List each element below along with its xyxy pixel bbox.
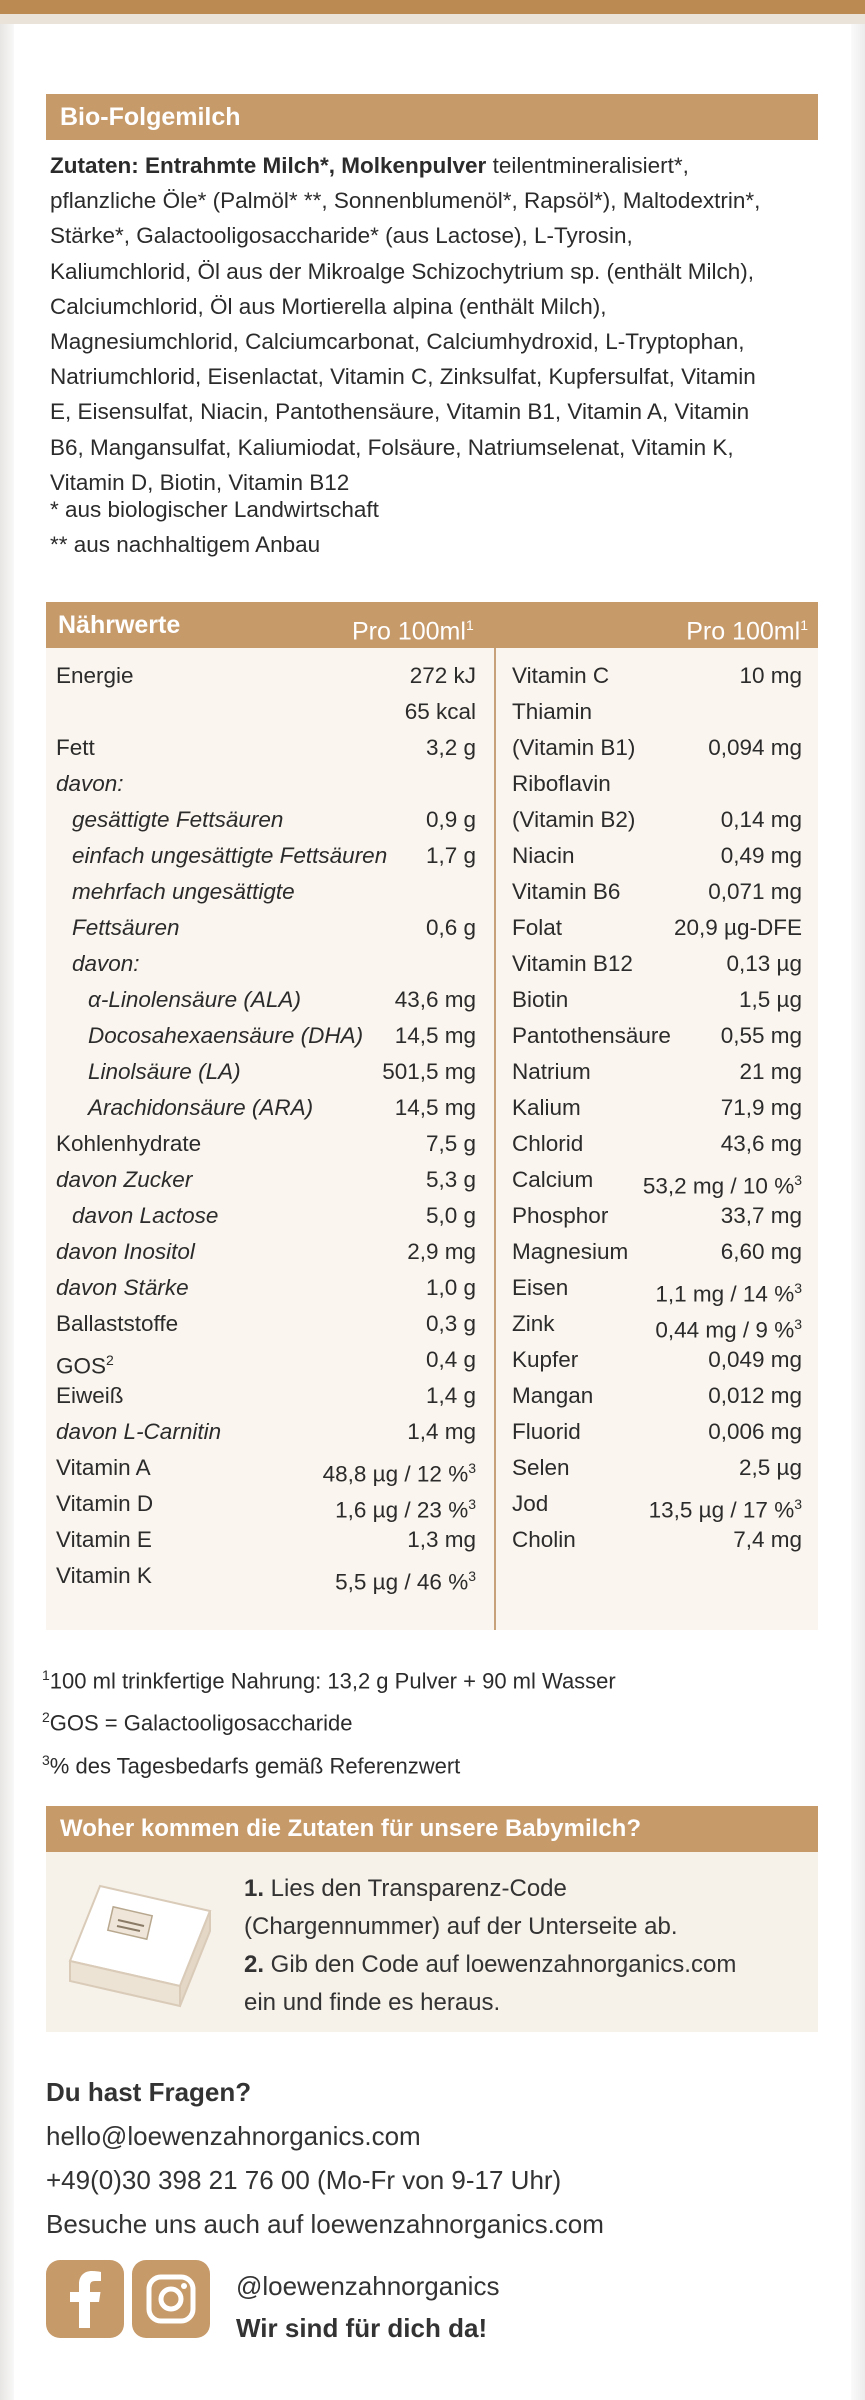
nutrient-label: Vitamin A bbox=[56, 1455, 151, 1480]
nutrient-label: davon: bbox=[56, 771, 124, 796]
top-divider bbox=[0, 14, 865, 24]
social-handle[interactable]: @loewenzahnorganics bbox=[236, 2271, 500, 2301]
nutrition-row bbox=[512, 766, 802, 802]
ingredients-line: Vitamin D, Biotin, Vitamin B12 bbox=[50, 469, 350, 495]
nutrient-label: Natrium bbox=[512, 1059, 591, 1084]
nutrient-label: Folat bbox=[512, 915, 563, 940]
nutrient-label: davon L-Carnitin bbox=[56, 1419, 222, 1444]
nutrition-row bbox=[56, 1522, 476, 1558]
nutrient-value: 0,55 mg bbox=[720, 1023, 802, 1048]
nutrition-row bbox=[512, 1306, 802, 1342]
nutrient-value: 0,071 mg bbox=[708, 879, 802, 904]
nutrition-row bbox=[56, 1414, 476, 1450]
nutrient-value: 6,60 mg bbox=[720, 1239, 802, 1264]
nutrient-label: Fettsäuren bbox=[72, 915, 180, 940]
nutrition-row bbox=[56, 874, 476, 910]
nutrient-value: 5,3 g bbox=[425, 1167, 476, 1192]
nutrition-row bbox=[56, 910, 476, 946]
nutrient-value: 53,2 mg / 10 %$^3$ bbox=[642, 1172, 802, 1199]
nutrient-value: 1,7 g bbox=[425, 843, 476, 868]
nutrition-row bbox=[512, 874, 802, 910]
ingredients-lead: Zutaten: Entrahmte Milch*, Molkenpulver bbox=[50, 153, 487, 178]
nutrient-value: 7,4 mg bbox=[733, 1527, 802, 1552]
nutrient-value: 0,9 g bbox=[425, 807, 476, 832]
nutrition-row bbox=[56, 1486, 476, 1522]
nutrient-label: (Vitamin B2) bbox=[512, 807, 636, 832]
nutrition-row bbox=[56, 1270, 476, 1306]
contact-email[interactable]: hello@loewenzahnorganics.com bbox=[46, 2121, 421, 2151]
nutrition-row bbox=[512, 1234, 802, 1270]
footnote-3: $^3$% des Tagesbedarfs gemäß Referenzwert bbox=[42, 1751, 461, 1778]
nutrient-label: Vitamin C bbox=[512, 663, 610, 688]
nutrient-label: einfach ungesättigte Fettsäuren bbox=[72, 843, 388, 868]
nutrient-label: Eisen bbox=[512, 1275, 569, 1300]
nutrient-label: Phosphor bbox=[512, 1203, 609, 1228]
box-illustration bbox=[60, 1866, 240, 2016]
contact-section bbox=[46, 2070, 604, 2246]
tagline: Wir sind für dich da! bbox=[236, 2313, 488, 2343]
nutrition-row bbox=[512, 1378, 802, 1414]
nutrient-label: Kupfer bbox=[512, 1347, 579, 1372]
nutrient-label: Biotin bbox=[512, 987, 569, 1012]
nutrient-label: GOS$^2$ bbox=[56, 1352, 114, 1379]
nutrition-row bbox=[512, 982, 802, 1018]
nutrient-label: gesättigte Fettsäuren bbox=[72, 807, 284, 832]
nutrient-label: Ballaststoffe bbox=[56, 1311, 179, 1336]
nutrient-label: Niacin bbox=[512, 843, 575, 868]
nutrient-value: 1,0 g bbox=[425, 1275, 476, 1300]
nutrient-value: 1,4 mg bbox=[407, 1419, 476, 1444]
nutrition-row bbox=[512, 1018, 802, 1054]
nutrient-label: Zink bbox=[512, 1311, 555, 1336]
nutrient-value: 0,006 mg bbox=[708, 1419, 802, 1444]
ingredients-text bbox=[50, 148, 820, 500]
nutrient-label: Chlorid bbox=[512, 1131, 584, 1156]
nutrition-row bbox=[56, 1018, 476, 1054]
per-100ml-left: Pro $100ml^1$ bbox=[352, 617, 474, 646]
nutrition-row bbox=[512, 1522, 802, 1558]
nutrient-value: 0,012 mg bbox=[708, 1383, 802, 1408]
nutrition-row bbox=[512, 1414, 802, 1450]
origin-section bbox=[46, 1806, 818, 2032]
nutrient-value: 13,5 µg / 17 %$^3$ bbox=[648, 1496, 802, 1523]
nutrient-label: davon: bbox=[72, 951, 140, 976]
nutrient-label: Vitamin B12 bbox=[512, 951, 633, 976]
footnote-sustainable: ** aus nachhaltigem Anbau bbox=[50, 532, 321, 557]
ingredients-line: Stärke*, Galactooligosaccharide* (aus Lactose), L-Tyrosin, bbox=[50, 223, 633, 249]
nutrition-row bbox=[512, 1162, 802, 1198]
nutrient-value: 1,4 g bbox=[425, 1383, 476, 1408]
nutrition-row bbox=[512, 1198, 802, 1234]
nutrient-label: Cholin bbox=[512, 1527, 576, 1552]
nutrient-value: 43,6 mg bbox=[394, 987, 476, 1012]
nutrient-label: (Vitamin B1) bbox=[512, 735, 636, 760]
nutrient-label: davon Stärke bbox=[56, 1275, 189, 1300]
per-100ml-right: Pro $100ml^1$ bbox=[686, 617, 808, 646]
nutrient-value: 5,0 g bbox=[425, 1203, 476, 1228]
nutrition-row bbox=[56, 730, 476, 766]
nutrition-row bbox=[56, 766, 476, 802]
origin-instructions: 1. Lies den Transparenz-Code (Chargennummer) auf der Unterseite ab. 2. Gib den Code auf loewenzahnorganics.com ein und finde es heraus. bbox=[244, 1875, 737, 2016]
nutrient-value: 0,3 g bbox=[425, 1311, 476, 1336]
nutrient-label: Pantothensäure bbox=[512, 1023, 671, 1048]
nutrient-label: Eiweiß bbox=[56, 1383, 124, 1408]
facebook-icon[interactable] bbox=[46, 2260, 124, 2338]
nutrient-value: 0,6 g bbox=[425, 915, 476, 940]
top-color-strip bbox=[0, 0, 865, 14]
nutrient-value: 0,049 mg bbox=[708, 1347, 802, 1372]
nutrient-value: 501,5 mg bbox=[382, 1059, 476, 1084]
nutrient-value: 43,6 mg bbox=[720, 1131, 802, 1156]
nutrition-row bbox=[512, 910, 802, 946]
nutrition-row bbox=[56, 1342, 476, 1378]
nutrition-row bbox=[56, 658, 476, 694]
nutrient-label: Jod bbox=[512, 1491, 549, 1516]
nutrient-value: 2,9 mg bbox=[407, 1239, 476, 1264]
nutrition-row bbox=[56, 694, 476, 730]
nutrient-label: mehrfach ungesättigte bbox=[72, 879, 295, 904]
nutrient-value: 1,1 mg / 14 %$^3$ bbox=[655, 1280, 802, 1307]
nutrition-row bbox=[56, 1450, 476, 1486]
nutrient-value: 5,5 µg / 46 %$^3$ bbox=[335, 1568, 476, 1595]
nutrition-row bbox=[56, 1090, 476, 1126]
nutrient-value: 14,5 mg bbox=[394, 1095, 476, 1120]
nutrition-row bbox=[56, 1198, 476, 1234]
contact-website[interactable]: Besuche uns auch auf loewenzahnorganics.com bbox=[46, 2209, 604, 2239]
nutrient-label: Riboflavin bbox=[512, 771, 611, 796]
nutrient-label: Magnesium bbox=[512, 1239, 629, 1264]
nutrient-label: Arachidonsäure (ARA) bbox=[88, 1095, 314, 1120]
nutrition-row bbox=[512, 658, 802, 694]
ingredients-line: pflanzliche Öle* (Palmöl* **, Sonnenblumenöl*, Rapsöl*), Maltodextrin*, bbox=[50, 188, 761, 214]
nutrient-value: 1,6 µg / 23 %$^3$ bbox=[335, 1496, 476, 1523]
ingredients-line: B6, Mangansulfat, Kaliumiodat, Folsäure, Natriumselenat, Vitamin K, bbox=[50, 434, 734, 460]
nutrition-row bbox=[56, 1558, 476, 1594]
origin-title: Woher kommen die Zutaten für unsere Babymilch? bbox=[46, 1806, 818, 1852]
nutrition-header bbox=[46, 602, 818, 648]
nutrition-title: Nährwerte bbox=[58, 611, 181, 639]
nutrient-label: Fluorid bbox=[512, 1419, 581, 1444]
nutrient-label: Kalium bbox=[512, 1095, 581, 1120]
nutrition-row bbox=[512, 946, 802, 982]
nutrition-table bbox=[46, 602, 818, 1630]
footnote-2: $^2$GOS = Galactooligosaccharide bbox=[42, 1709, 353, 1736]
nutrient-value: 1,5 µg bbox=[738, 987, 802, 1012]
footnote-1: $^1$100 ml trinkfertige Nahrung: 13,2 g Pulver + 90 ml Wasser bbox=[42, 1667, 616, 1694]
nutrient-value: 21 mg bbox=[739, 1059, 802, 1084]
nutrient-label: Mangan bbox=[512, 1383, 594, 1408]
nutrient-value: 7,5 g bbox=[425, 1131, 476, 1156]
nutrient-value: 10 mg bbox=[739, 663, 802, 688]
nutrient-value: 0,4 g bbox=[425, 1347, 476, 1372]
nutrient-label: davon Inositol bbox=[56, 1239, 195, 1264]
nutrient-label: α-Linolensäure (ALA) bbox=[88, 987, 301, 1012]
nutrient-value: 71,9 mg bbox=[720, 1095, 802, 1120]
footnote-organic: * aus biologischer Landwirtschaft bbox=[50, 497, 379, 522]
nutrient-label: Docosahexaensäure (DHA) bbox=[88, 1023, 364, 1048]
nutrient-label: Energie bbox=[56, 663, 134, 688]
ingredients-line: Magnesiumchlorid, Calciumcarbonat, Calciumhydroxid, L-Tryptophan, bbox=[50, 329, 745, 355]
nutrition-row bbox=[56, 1234, 476, 1270]
nutrition-row bbox=[512, 1054, 802, 1090]
nutrient-value: 0,44 mg / 9 %$^3$ bbox=[655, 1316, 802, 1343]
nutrition-row bbox=[56, 982, 476, 1018]
ingredients-line: Kaliumchlorid, Öl aus der Mikroalge Schizochytrium sp. (enthält Milch), bbox=[50, 258, 755, 284]
nutrient-value: 33,7 mg bbox=[720, 1203, 802, 1228]
nutrient-value: 272 kJ bbox=[409, 663, 476, 688]
nutrition-row bbox=[56, 1162, 476, 1198]
nutrition-row bbox=[56, 1054, 476, 1090]
nutrition-row bbox=[512, 1450, 802, 1486]
contact-phone[interactable]: +49(0)30 398 21 76 00 (Mo-Fr von 9-17 Uhr) bbox=[46, 2165, 562, 2195]
nutrition-row bbox=[512, 1270, 802, 1306]
section-title-bar bbox=[46, 94, 818, 140]
nutrient-value: 1,3 mg bbox=[407, 1527, 476, 1552]
nutrient-value: 3,2 g bbox=[425, 735, 476, 760]
nutrient-value: 0,13 µg bbox=[726, 951, 802, 976]
nutrient-label: Vitamin K bbox=[56, 1563, 152, 1588]
nutrient-label: Vitamin E bbox=[56, 1527, 152, 1552]
nutrient-label: Selen bbox=[512, 1455, 570, 1480]
ingredients-line: E, Eisensulfat, Niacin, Pantothensäure, Vitamin B1, Vitamin A, Vitamin bbox=[50, 399, 750, 425]
nutrition-row bbox=[56, 838, 476, 874]
nutrition-row bbox=[512, 1342, 802, 1378]
nutrition-row bbox=[512, 1486, 802, 1522]
nutrient-value: 0,14 mg bbox=[720, 807, 802, 832]
section-title: Bio-Folgemilch bbox=[60, 103, 241, 131]
nutrient-label: Vitamin D bbox=[56, 1491, 154, 1516]
nutrition-footnotes bbox=[42, 1657, 616, 1784]
contact-question: Du hast Fragen? bbox=[46, 2077, 252, 2107]
ingredients-line: teilentmineralisiert*, bbox=[486, 153, 689, 178]
nutrient-label: Kohlenhydrate bbox=[56, 1131, 202, 1156]
nutrition-row bbox=[512, 802, 802, 838]
ingredient-footnotes bbox=[50, 492, 379, 562]
nutrition-row bbox=[512, 694, 802, 730]
nutrition-row bbox=[512, 1090, 802, 1126]
nutrient-value: 0,094 mg bbox=[708, 735, 802, 760]
nutrient-value: 2,5 µg bbox=[738, 1455, 802, 1480]
nutrient-value: 20,9 µg-DFE bbox=[673, 915, 802, 940]
nutrient-label: davon Zucker bbox=[56, 1167, 193, 1192]
nutrition-row bbox=[56, 946, 476, 982]
nutrient-value: 65 kcal bbox=[404, 699, 476, 724]
nutrition-row bbox=[512, 1126, 802, 1162]
nutrition-row bbox=[56, 1306, 476, 1342]
ingredients-line: Natriumchlorid, Eisenlactat, Vitamin C, Zinksulfat, Kupfersulfat, Vitamin bbox=[50, 364, 756, 390]
nutrition-row bbox=[56, 1126, 476, 1162]
nutrient-label: Calcium bbox=[512, 1167, 594, 1192]
left-edge-shadow bbox=[0, 24, 14, 2400]
nutrient-value: 14,5 mg bbox=[394, 1023, 476, 1048]
nutrient-label: Linolsäure (LA) bbox=[88, 1059, 241, 1084]
ingredients-line: Calciumchlorid, Öl aus Mortierella alpina (enthält Milch), bbox=[50, 293, 607, 319]
nutrition-row bbox=[512, 730, 802, 766]
column-divider bbox=[494, 648, 496, 1630]
nutrient-value: 0,49 mg bbox=[720, 843, 802, 868]
nutrient-label: Thiamin bbox=[512, 699, 593, 724]
instagram-icon[interactable] bbox=[132, 2260, 210, 2338]
nutrition-row bbox=[56, 802, 476, 838]
right-edge-shadow bbox=[851, 24, 865, 2400]
nutrient-label: davon Lactose bbox=[72, 1203, 219, 1228]
nutrition-row bbox=[512, 838, 802, 874]
nutrient-label: Vitamin B6 bbox=[512, 879, 621, 904]
nutrient-value: 48,8 µg / 12 %$^3$ bbox=[322, 1460, 476, 1487]
nutrient-label: Fett bbox=[56, 735, 95, 760]
nutrition-row bbox=[56, 1378, 476, 1414]
